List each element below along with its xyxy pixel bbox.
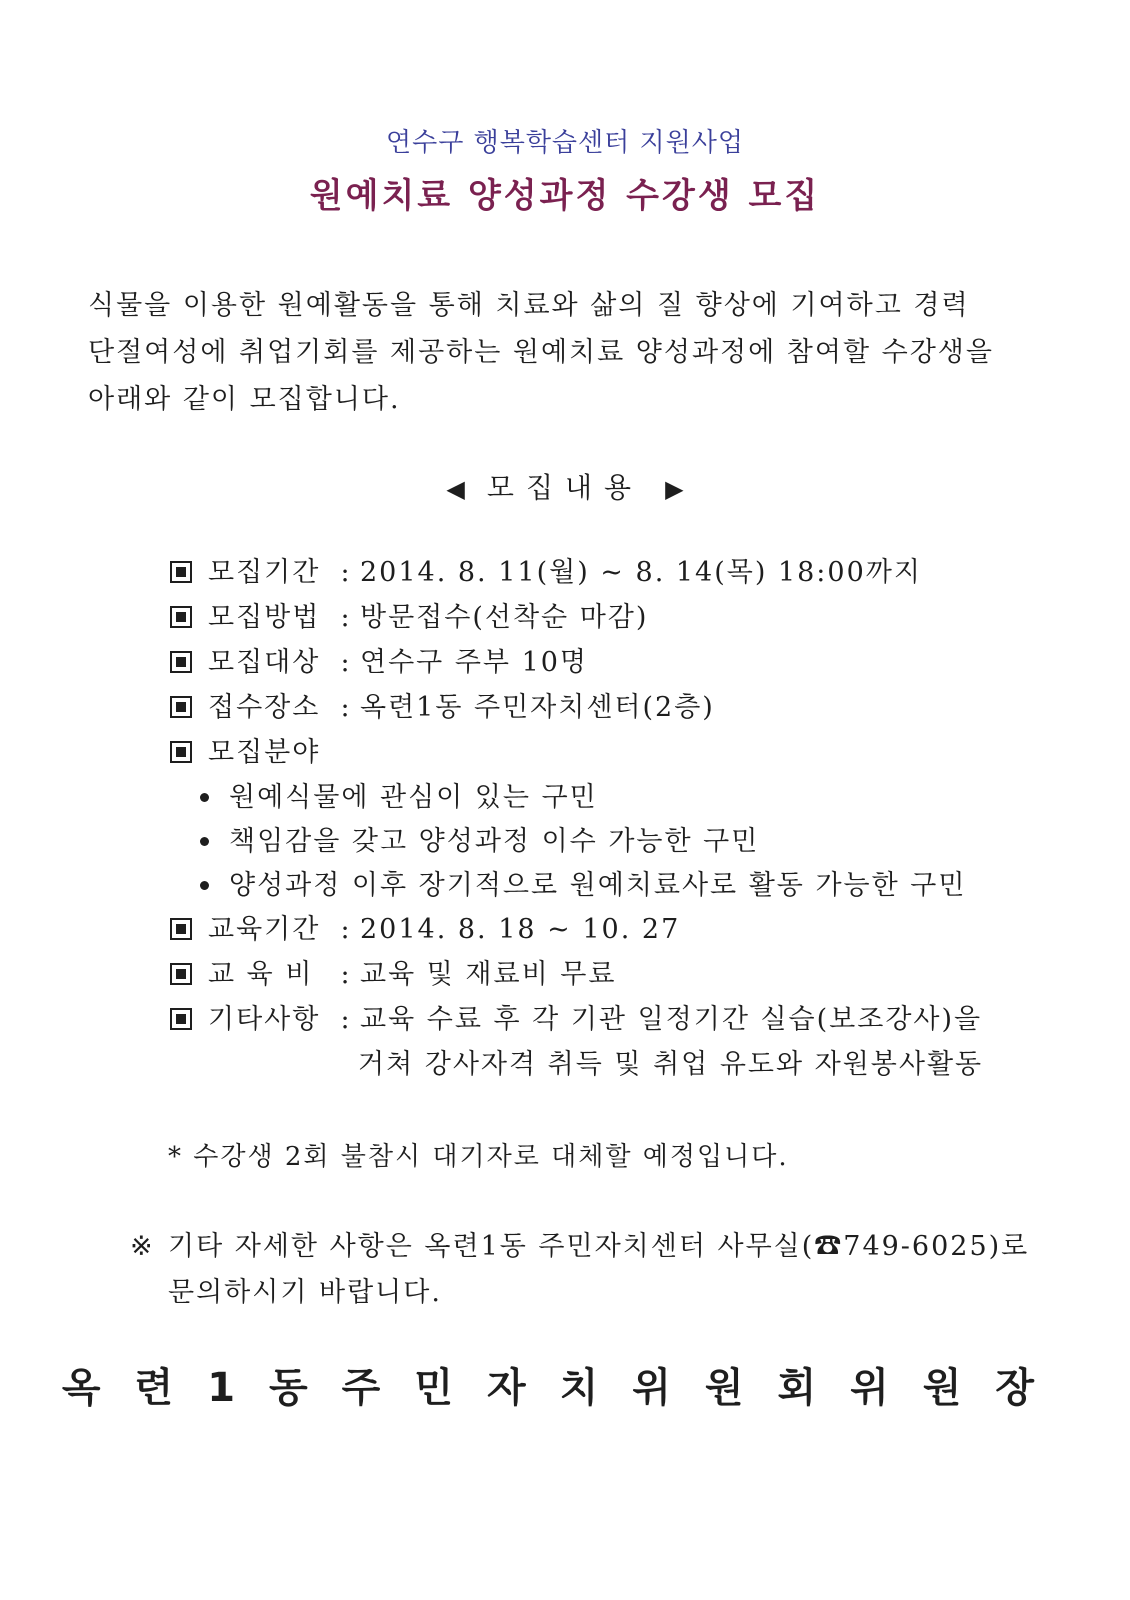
detail-row-field bbox=[170, 730, 1050, 775]
detail-label: 접수장소 bbox=[208, 692, 321, 723]
checkbox-square-icon bbox=[170, 741, 192, 763]
contact-info bbox=[130, 1224, 1050, 1316]
contact-line: 기타 자세한 사항은 옥련1동 주민자치센터 사무실(☎749-6025)로 bbox=[168, 1231, 1030, 1262]
detail-separator: : bbox=[340, 914, 352, 945]
reference-mark-icon: ※ bbox=[130, 1231, 155, 1262]
absence-note: * 수강생 2회 불참시 대기자로 대체할 예정입니다. bbox=[168, 1142, 789, 1172]
checkbox-square-icon bbox=[170, 606, 192, 628]
detail-label: 교육기간 bbox=[208, 914, 321, 945]
list-item bbox=[170, 863, 1050, 907]
detail-label: 모집대상 bbox=[208, 647, 321, 678]
notice-title: 원예치료 양성과정 수강생 모집 bbox=[309, 176, 821, 216]
list-item bbox=[170, 819, 1050, 863]
detail-value: 옥련1동 주민자치센터(2층) bbox=[360, 692, 715, 723]
detail-separator: : bbox=[340, 692, 352, 723]
detail-value: 2014. 8. 18 ~ 10. 27 bbox=[360, 914, 681, 945]
intro-line: 식물을 이용한 원예활동을 통해 치료와 삶의 질 향상에 기여하고 경력 bbox=[88, 290, 970, 321]
detail-value: 연수구 주부 10명 bbox=[360, 647, 589, 678]
checkbox-square-icon bbox=[170, 1008, 192, 1030]
detail-value: 교육 및 재료비 무료 bbox=[360, 959, 617, 990]
detail-row-location bbox=[170, 685, 1050, 730]
detail-label: 기타사항 bbox=[208, 1004, 321, 1035]
bullet-dot-icon bbox=[200, 881, 209, 890]
section-heading-text: 모집내용 bbox=[486, 471, 644, 504]
checkbox-square-icon bbox=[170, 561, 192, 583]
notice-subtitle: 연수구 행복학습센터 지원사업 bbox=[385, 128, 745, 158]
recruitment-details bbox=[170, 550, 1050, 1087]
detail-label: 모집분야 bbox=[208, 737, 321, 768]
detail-separator: : bbox=[340, 647, 352, 678]
detail-row-edu-period bbox=[170, 907, 1050, 952]
detail-value: 2014. 8. 11(월) ~ 8. 14(목) 18:00까지 bbox=[360, 557, 922, 588]
detail-value: 교육 수료 후 각 기관 일정기간 실습(보조강사)을 bbox=[360, 1004, 983, 1035]
detail-value: 방문접수(선착순 마감) bbox=[360, 602, 649, 633]
intro-line: 아래와 같이 모집합니다. bbox=[88, 384, 401, 415]
detail-continuation: 거쳐 강사자격 취득 및 취업 유도와 자원봉사활동 bbox=[358, 1049, 984, 1080]
bullet-text: 양성과정 이후 장기적으로 원예치료사로 활동 가능한 구민 bbox=[229, 870, 967, 901]
checkbox-square-icon bbox=[170, 918, 192, 940]
detail-label: 모집방법 bbox=[208, 602, 321, 633]
checkbox-square-icon bbox=[170, 696, 192, 718]
detail-separator: : bbox=[340, 602, 352, 633]
detail-row-method bbox=[170, 595, 1050, 640]
section-heading bbox=[0, 466, 1130, 506]
detail-row-period bbox=[170, 550, 1050, 595]
detail-label: 교 육 비 bbox=[208, 959, 314, 990]
detail-row-fee bbox=[170, 952, 1050, 997]
detail-label: 모집기간 bbox=[208, 557, 321, 588]
detail-separator: : bbox=[340, 557, 352, 588]
bullet-dot-icon bbox=[200, 793, 209, 802]
signature: 옥련1동주민자치위원회위원장 bbox=[61, 1365, 1069, 1411]
right-triangle-icon: ▶ bbox=[665, 475, 684, 503]
contact-line: 문의하시기 바랍니다. bbox=[168, 1277, 442, 1308]
intro-paragraph bbox=[88, 282, 1038, 423]
bullet-text: 원예식물에 관심이 있는 구민 bbox=[229, 782, 598, 813]
checkbox-square-icon bbox=[170, 963, 192, 985]
bullet-dot-icon bbox=[200, 837, 209, 846]
detail-row-target bbox=[170, 640, 1050, 685]
intro-line: 단절여성에 취업기회를 제공하는 원예치료 양성과정에 참여할 수강생을 bbox=[88, 337, 994, 368]
detail-separator: : bbox=[340, 1004, 352, 1035]
bullet-text: 책임감을 갖고 양성과정 이수 가능한 구민 bbox=[229, 826, 760, 857]
list-item bbox=[170, 775, 1050, 819]
checkbox-square-icon bbox=[170, 651, 192, 673]
left-triangle-icon: ◀ bbox=[446, 475, 465, 503]
detail-row-other bbox=[170, 997, 1050, 1042]
detail-separator: : bbox=[340, 959, 352, 990]
